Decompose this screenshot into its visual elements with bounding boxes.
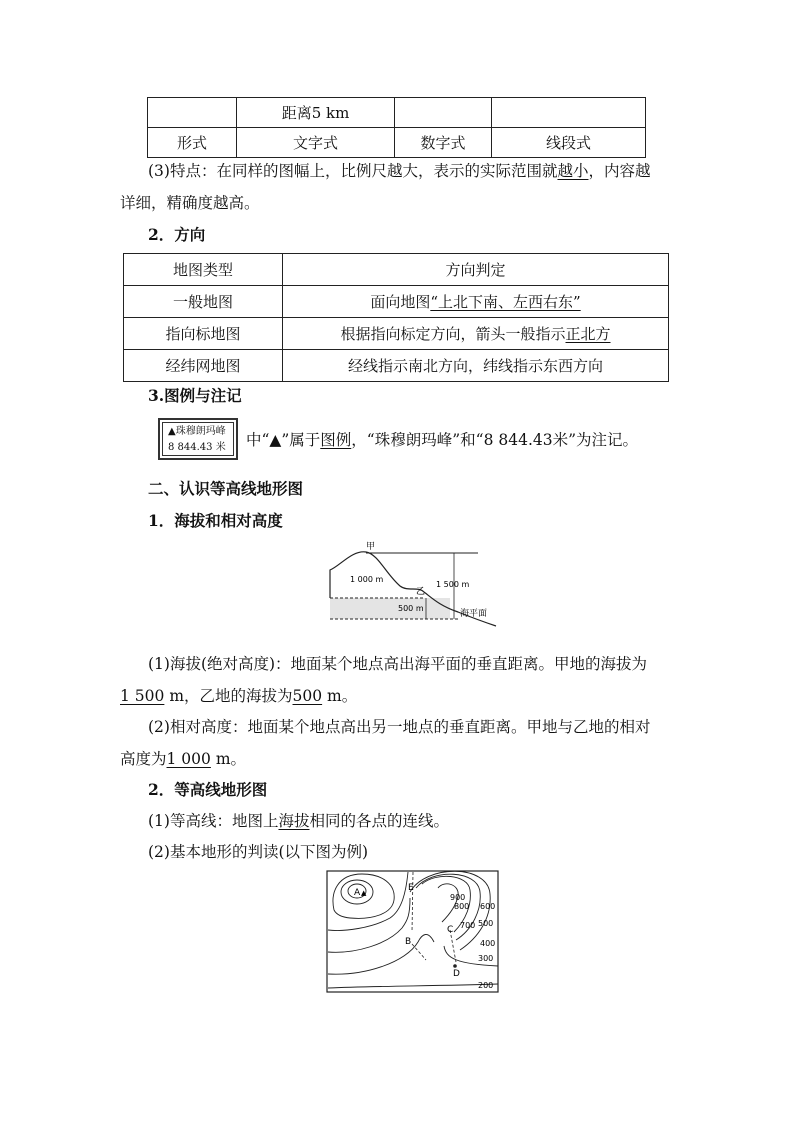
point-c-label: C: [447, 925, 454, 935]
relative-height-band: [330, 598, 450, 619]
direction-head: 地图类型: [124, 254, 283, 286]
contour-map: [326, 870, 499, 993]
relative-paragraph-1: (2)相对高度：地面某个地点高出另一地点的垂直距离。甲地与乙地的相对: [148, 718, 651, 736]
direction-rule: 面向地图“上北下南、左西右东”: [283, 286, 669, 318]
altitude-heading: 1．海拔和相对高度: [148, 511, 283, 530]
altitude-diagram: [328, 540, 498, 640]
peak-icon: ▲: [361, 889, 367, 897]
direction-type: 一般地图: [124, 286, 283, 318]
legend-heading: 3.图例与注记: [148, 386, 242, 405]
legend-box-line-2: 8 844.43 米: [168, 442, 226, 453]
contour-label: 900: [450, 893, 466, 902]
jia-label: 甲: [366, 542, 376, 552]
point-d-marker: [453, 964, 457, 968]
contour-label: 300: [478, 954, 494, 963]
scale-cell: 文字式: [237, 128, 395, 158]
legend-sample-box: [158, 418, 238, 460]
yi-label: 乙: [416, 587, 426, 597]
scale-cell: [148, 98, 237, 128]
scale-cell: 距离5 km: [237, 98, 395, 128]
point-e-label: E: [408, 883, 414, 893]
altitude-paragraph-1: (1)海拔(绝对高度)：地面某个地点高出海平面的垂直距离。甲地的海拔为: [148, 655, 648, 673]
direction-head: 方向判定: [283, 254, 669, 286]
contour-label: 400: [480, 939, 496, 948]
direction-heading: 2．方向: [148, 225, 206, 244]
section2-heading: 二、认识等高线地形图: [148, 479, 304, 498]
point-b-label: B: [405, 937, 412, 947]
legend-text: 中“▲”属于图例，“珠穆朗玛峰”和“8 844.43米”为注记。: [246, 431, 639, 449]
scale-cell: [492, 98, 646, 128]
point-a-label: A: [354, 888, 361, 898]
contour-label: 800: [454, 902, 470, 911]
direction-rule: 根据指向标定方向，箭头一般指示正北方: [283, 318, 669, 350]
contour-label: 600: [480, 902, 496, 911]
feature-line-2: 详细，精确度越高。: [120, 194, 260, 212]
direction-table: [123, 253, 669, 382]
h500-label: 500 m: [398, 604, 424, 613]
direction-rule: 经线指示南北方向，纬线指示东西方向: [283, 350, 669, 382]
scale-cell: 线段式: [492, 128, 646, 158]
contour-label: 200: [478, 981, 494, 990]
contour-label: 500: [478, 919, 494, 928]
scale-table: [147, 97, 646, 158]
altitude-paragraph-1b: 1 500 m，乙地的海拔为500 m。: [120, 687, 358, 705]
h1000-label: 1 000 m: [350, 575, 384, 584]
sea-label: 海平面: [460, 609, 488, 619]
scale-cell: 数字式: [395, 128, 492, 158]
feature-line-1: (3)特点：在同样的图幅上，比例尺越大，表示的实际范围就越小，内容越: [148, 162, 651, 180]
direction-type: 指向标地图: [124, 318, 283, 350]
landform-intro: (2)基本地形的判读(以下图为例): [148, 843, 369, 861]
relative-paragraph-1b: 高度为1 000 m。: [120, 750, 247, 768]
contour-label: 700: [460, 921, 476, 930]
legend-box-line-1: ▲珠穆朗玛峰: [168, 426, 226, 437]
contour-definition: (1)等高线：地图上海拔相同的各点的连线。: [148, 812, 449, 830]
h1500-label: 1 500 m: [436, 580, 470, 589]
direction-type: 经纬网地图: [124, 350, 283, 382]
scale-cell: [395, 98, 492, 128]
point-d-label: D: [453, 969, 460, 979]
scale-cell: 形式: [148, 128, 237, 158]
contour-heading: 2．等高线地形图: [148, 780, 268, 799]
